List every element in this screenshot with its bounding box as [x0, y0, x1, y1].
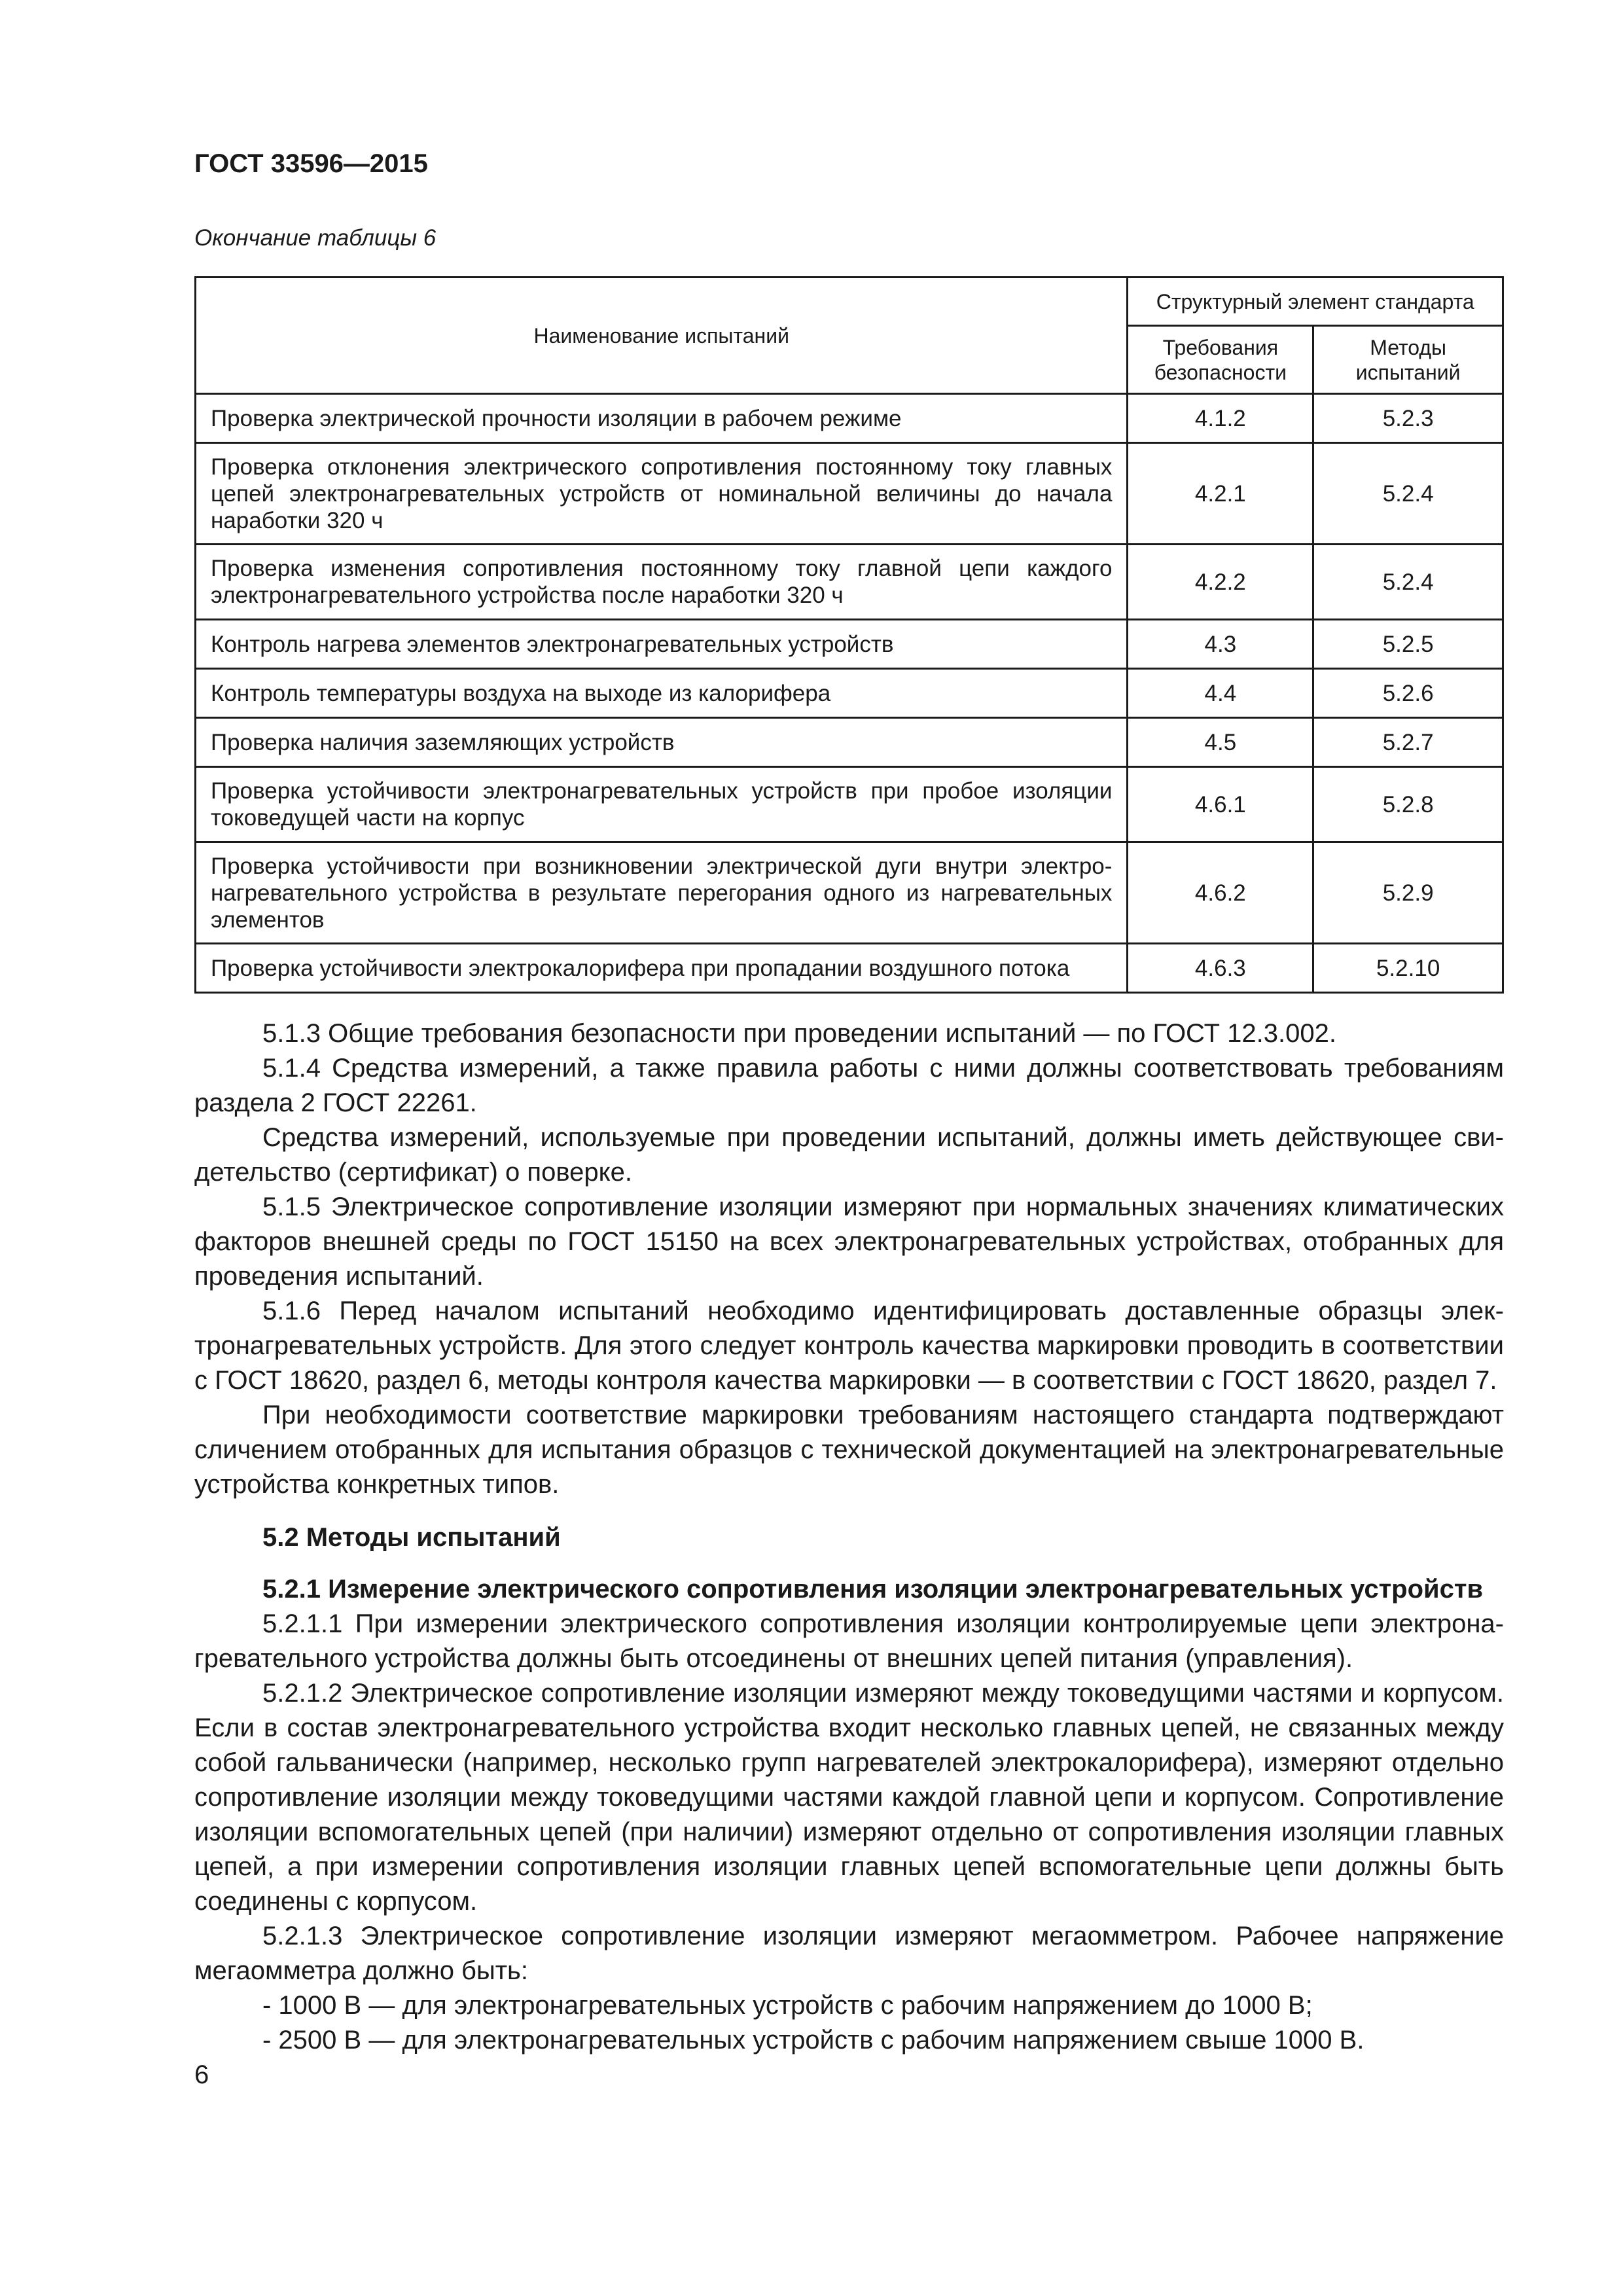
row-requirement-ref: 4.4 [1128, 669, 1313, 718]
row-requirement-ref: 4.1.2 [1128, 394, 1313, 443]
row-test-name: Проверка устойчивости при возникновении электрической дуги внутри электронагревательного устройства в результате перегорания одного из нагревательных элементов [196, 842, 1128, 944]
row-requirement-ref: 4.6.1 [1128, 767, 1313, 842]
paragraph-5-2-1-3: 5.2.1.3 Электрическое сопротивление изоляции измеряют мегаомметром. Рабочее напряжение мегаомметра должно быть: [194, 1922, 1504, 1985]
table-row [196, 394, 1503, 443]
table-row [196, 767, 1503, 842]
header-safety-requirements: Требования безопасности [1128, 326, 1313, 394]
tests-table [194, 276, 1504, 994]
row-method-ref: 5.2.3 [1313, 394, 1503, 443]
body-text [194, 1016, 1504, 2058]
header-test-methods: Методы испытаний [1313, 326, 1503, 394]
paragraph-5-1-6-continued: При необходимости соответствие маркировки требованиям настоящего стандарта подтверждают сличением отобранных для испытания образцов с технической документацией на электронагревательные устройства конкретных типов. [194, 1401, 1504, 1499]
paragraph-5-1-3: 5.1.3 Общие требования безопасности при проведении испытаний — по ГОСТ 12.3.002. [262, 1019, 1336, 1048]
table-row [196, 620, 1503, 669]
table-row [196, 545, 1503, 620]
table-row [196, 669, 1503, 718]
row-test-name: Контроль нагрева элементов электронагревательных устройств [196, 620, 1128, 669]
section-heading-5-2: 5.2 Методы испытаний [262, 1523, 561, 1552]
row-test-name: Проверка отклонения электрического сопротивления постоянному току главных цепей электронагревательных устройств от номинальной величины до начала наработки 320 ч [196, 443, 1128, 545]
row-test-name: Проверка электрической прочности изоляции в рабочем режиме [196, 394, 1128, 443]
paragraph-5-2-1-1: 5.2.1.1 При измерении электрического сопротивления изоляции контролируемые цепи электронагревательного устройства должны быть отсоединены от внешних цепей питания (управления). [194, 1609, 1504, 1673]
header-test-name: Наименование испытаний [196, 278, 1128, 394]
row-method-ref: 5.2.7 [1313, 718, 1503, 767]
row-requirement-ref: 4.6.2 [1128, 842, 1313, 944]
row-method-ref: 5.2.8 [1313, 767, 1503, 842]
row-requirement-ref: 4.5 [1128, 718, 1313, 767]
page-header-standard-id: ГОСТ 33596—2015 [194, 149, 428, 178]
row-method-ref: 5.2.4 [1313, 545, 1503, 620]
subsection-heading-5-2-1: 5.2.1 Измерение электрического сопротивления изоляции электронагревательных устройств [262, 1575, 1484, 1604]
row-test-name: Проверка наличия заземляющих устройств [196, 718, 1128, 767]
paragraph-5-1-4: 5.1.4 Средства измерений, а также правила работы с ними должны соответствовать требованиям раздела 2 ГОСТ 22261. [194, 1054, 1504, 1117]
row-requirement-ref: 4.2.2 [1128, 545, 1313, 620]
row-requirement-ref: 4.2.1 [1128, 443, 1313, 545]
row-test-name: Проверка устойчивости электронагревательных устройств при пробое изоляции токоведущей части на корпус [196, 767, 1128, 842]
header-structural-element: Структурный элемент стандарта [1128, 278, 1503, 326]
paragraph-5-1-4-continued: Средства измерений, используемые при проведении испытаний, должны иметь действующее свидетельство (сертификат) о поверке. [194, 1123, 1504, 1187]
list-item: - 2500 В — для электронагревательных устройств с рабочим напряжением свыше 1000 В. [262, 2026, 1364, 2054]
row-method-ref: 5.2.6 [1313, 669, 1503, 718]
paragraph-5-2-1-2: 5.2.1.2 Электрическое сопротивление изоляции измеряют между токоведущими частями и корпусом. Если в состав электронагревательного устройства входит несколько главных цепей, не связанных между собой гальванически (например, несколько групп нагревателей электрокалорифера), измеряют отдельно сопротивление изоляции между токоведущими частями каждой главной цепи и корпусом. Сопротивление изоляции вспомогательных цепей (при наличии) измеряют отдельно от сопротивления изоляции главных цепей, а при измерении сопротивления изоляции главных цепей вспомогательные цепи должны быть соединены с корпусом. [194, 1679, 1504, 1916]
list-item: - 1000 В — для электронагревательных устройств с рабочим напряжением до 1000 В; [262, 1991, 1313, 2020]
row-method-ref: 5.2.9 [1313, 842, 1503, 944]
row-requirement-ref: 4.6.3 [1128, 944, 1313, 993]
table-row [196, 718, 1503, 767]
row-test-name: Проверка устойчивости электрокалорифера при пропадании воздушного потока [196, 944, 1128, 993]
row-test-name: Контроль температуры воздуха на выходе из калорифера [196, 669, 1128, 718]
table-row [196, 842, 1503, 944]
paragraph-5-1-5: 5.1.5 Электрическое сопротивление изоляции измеряют при нормальных значениях климатических факторов внешней среды по ГОСТ 15150 на всех электронагревательных устройствах, отобранных для проведения испытаний. [194, 1193, 1504, 1291]
table-caption: Окончание таблицы 6 [194, 225, 437, 251]
page-number: 6 [194, 2060, 209, 2089]
table-row [196, 944, 1503, 993]
paragraph-5-1-6: 5.1.6 Перед началом испытаний необходимо идентифицировать доставленные образцы электронагревательных устройств. Для этого следует контроль качества маркировки проводить в соответствии с ГОСТ 18620, раздел 6, методы контроля качества маркировки — в соответствии с ГОСТ 18620, раздел 7. [194, 1297, 1504, 1395]
row-method-ref: 5.2.10 [1313, 944, 1503, 993]
row-test-name: Проверка изменения сопротивления постоянному току главной цепи каждого электронагревательного устройства после наработки 320 ч [196, 545, 1128, 620]
row-method-ref: 5.2.4 [1313, 443, 1503, 545]
table-row [196, 443, 1503, 545]
row-requirement-ref: 4.3 [1128, 620, 1313, 669]
row-method-ref: 5.2.5 [1313, 620, 1503, 669]
